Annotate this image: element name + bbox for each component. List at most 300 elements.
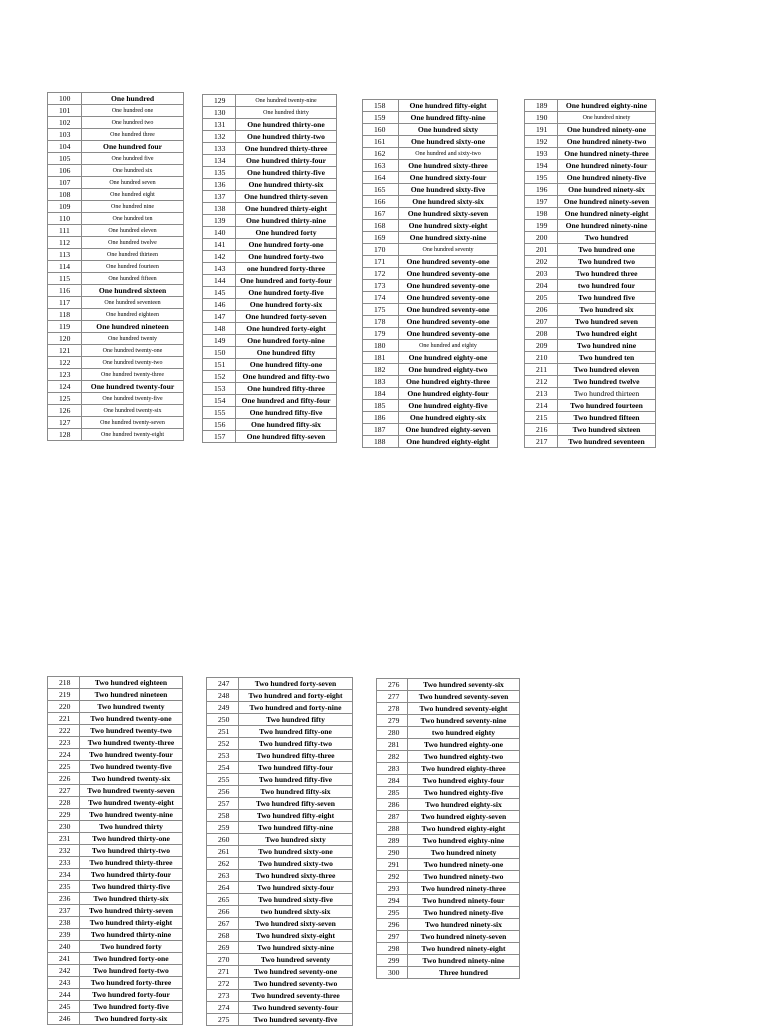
- table-row: [48, 941, 183, 953]
- table-row: [203, 419, 337, 431]
- word-cell: One hundred sixty-nine: [399, 232, 498, 244]
- table-row: [48, 393, 184, 405]
- number-cell: 207: [525, 316, 558, 328]
- word-cell: Two hundred forty-seven: [239, 678, 353, 690]
- table-row: [363, 388, 498, 400]
- number-cell: 274: [207, 1002, 239, 1014]
- table-row: [525, 340, 656, 352]
- number-cell: 167: [363, 208, 399, 220]
- table-row: [377, 931, 520, 943]
- table-row: [203, 263, 337, 275]
- table-row: [48, 977, 183, 989]
- number-cell: 295: [377, 907, 408, 919]
- number-cell: 115: [48, 273, 82, 285]
- table-row: [48, 417, 184, 429]
- word-cell: Two hundred sixteen: [558, 424, 656, 436]
- word-cell: Two hundred sixty-nine: [239, 942, 353, 954]
- table-row: [363, 268, 498, 280]
- table-row: [48, 153, 184, 165]
- word-cell: One hundred thirty: [236, 107, 337, 119]
- table-row: [525, 172, 656, 184]
- number-cell: 109: [48, 201, 82, 213]
- word-cell: One hundred sixty-four: [399, 172, 498, 184]
- table-row: [48, 321, 184, 333]
- number-cell: 110: [48, 213, 82, 225]
- word-cell: Two hundred eighty-three: [408, 763, 520, 775]
- table-row: [48, 737, 183, 749]
- table-row: [207, 702, 353, 714]
- number-cell: 103: [48, 129, 82, 141]
- number-cell: 211: [525, 364, 558, 376]
- word-cell: Two hundred forty-five: [80, 1001, 183, 1013]
- number-table-247-275: [206, 677, 353, 1026]
- number-cell: 282: [377, 751, 408, 763]
- word-cell: One hundred fifty-seven: [236, 431, 337, 443]
- number-cell: 229: [48, 809, 80, 821]
- word-cell: Two hundred eighty-nine: [408, 835, 520, 847]
- table-row: [363, 196, 498, 208]
- table-row: [377, 679, 520, 691]
- number-cell: 113: [48, 249, 82, 261]
- number-cell: 125: [48, 393, 82, 405]
- number-cell: 269: [207, 942, 239, 954]
- number-cell: 188: [363, 436, 399, 448]
- number-cell: 254: [207, 762, 239, 774]
- number-cell: 120: [48, 333, 82, 345]
- word-cell: Two hundred twenty-six: [80, 773, 183, 785]
- word-cell: Two hundred eighteen: [80, 677, 183, 689]
- number-cell: 145: [203, 287, 236, 299]
- word-cell: Two hundred thirty-six: [80, 893, 183, 905]
- table-row: [377, 751, 520, 763]
- word-cell: One hundred eighty-eight: [399, 436, 498, 448]
- table-row: [203, 239, 337, 251]
- table-row: [377, 739, 520, 751]
- word-cell: Two hundred sixty: [239, 834, 353, 846]
- table-row: [525, 244, 656, 256]
- number-cell: 141: [203, 239, 236, 251]
- number-cell: 105: [48, 153, 82, 165]
- word-cell: One hundred eighty-five: [399, 400, 498, 412]
- table-row: [203, 215, 337, 227]
- word-cell: Two hundred forty-six: [80, 1013, 183, 1025]
- word-cell: One hundred ten: [82, 213, 184, 225]
- number-cell: 246: [48, 1013, 80, 1025]
- word-cell: One hundred eleven: [82, 225, 184, 237]
- word-cell: One hundred seventy-one: [399, 268, 498, 280]
- word-cell: Two hundred fifty-seven: [239, 798, 353, 810]
- table-row: [48, 929, 183, 941]
- table-row: [207, 762, 353, 774]
- number-cell: 298: [377, 943, 408, 955]
- number-cell: 222: [48, 725, 80, 737]
- number-cell: 244: [48, 989, 80, 1001]
- table-row: [203, 371, 337, 383]
- table-row: [48, 261, 184, 273]
- number-cell: 164: [363, 172, 399, 184]
- number-cell: 286: [377, 799, 408, 811]
- table-row: [207, 870, 353, 882]
- word-cell: Two hundred forty-three: [80, 977, 183, 989]
- table-row: [363, 424, 498, 436]
- word-cell: Two hundred sixty-two: [239, 858, 353, 870]
- word-cell: Two hundred twenty-three: [80, 737, 183, 749]
- number-table-276-300: [376, 678, 520, 979]
- word-cell: Two hundred seventy: [239, 954, 353, 966]
- word-cell: One hundred three: [82, 129, 184, 141]
- word-cell: Two hundred thirty-four: [80, 869, 183, 881]
- table-row: [48, 713, 183, 725]
- number-cell: 235: [48, 881, 80, 893]
- table-row: [377, 727, 520, 739]
- number-cell: 135: [203, 167, 236, 179]
- number-cell: 173: [363, 280, 399, 292]
- word-cell: One hundred seventy-one: [399, 328, 498, 340]
- number-cell: 123: [48, 369, 82, 381]
- number-cell: 271: [207, 966, 239, 978]
- table-row: [525, 412, 656, 424]
- table-row: [48, 1013, 183, 1025]
- word-cell: One hundred forty-five: [236, 287, 337, 299]
- table-row: [207, 906, 353, 918]
- table-row: [48, 201, 184, 213]
- table-row: [48, 965, 183, 977]
- word-cell: Two hundred and forty-nine: [239, 702, 353, 714]
- table-row: [525, 148, 656, 160]
- word-cell: Two hundred eleven: [558, 364, 656, 376]
- table-row: [363, 112, 498, 124]
- table-row: [48, 213, 184, 225]
- number-cell: 204: [525, 280, 558, 292]
- word-cell: One hundred twenty-three: [82, 369, 184, 381]
- number-cell: 216: [525, 424, 558, 436]
- number-cell: 190: [525, 112, 558, 124]
- table-row: [525, 208, 656, 220]
- word-cell: Two hundred eighty-two: [408, 751, 520, 763]
- word-cell: Two hundred seventy-seven: [408, 691, 520, 703]
- word-cell: One hundred twenty: [82, 333, 184, 345]
- table-row: [207, 726, 353, 738]
- table-row: [363, 292, 498, 304]
- number-cell: 134: [203, 155, 236, 167]
- word-cell: One hundred twenty-five: [82, 393, 184, 405]
- number-cell: 169: [363, 232, 399, 244]
- table-row: [363, 400, 498, 412]
- word-cell: One hundred fifty: [236, 347, 337, 359]
- word-cell: Two hundred twenty-two: [80, 725, 183, 737]
- word-cell: One hundred seventy-one: [399, 292, 498, 304]
- word-cell: Two hundred eighty-four: [408, 775, 520, 787]
- table-row: [207, 738, 353, 750]
- table-row: [203, 155, 337, 167]
- table-row: [207, 846, 353, 858]
- table-row: [207, 786, 353, 798]
- number-cell: 143: [203, 263, 236, 275]
- number-cell: 243: [48, 977, 80, 989]
- word-cell: Two hundred sixty-seven: [239, 918, 353, 930]
- table-row: [207, 678, 353, 690]
- word-cell: Two hundred fifty-eight: [239, 810, 353, 822]
- number-cell: 163: [363, 160, 399, 172]
- number-cell: 210: [525, 352, 558, 364]
- number-cell: 224: [48, 749, 80, 761]
- table-row: [377, 943, 520, 955]
- word-cell: Two hundred eighty-one: [408, 739, 520, 751]
- number-cell: 185: [363, 400, 399, 412]
- word-cell: One hundred fifty-three: [236, 383, 337, 395]
- word-cell: Two hundred seventy-two: [239, 978, 353, 990]
- word-cell: Two hundred sixty-one: [239, 846, 353, 858]
- word-cell: One hundred eighty-nine: [558, 100, 656, 112]
- table-row: [525, 376, 656, 388]
- word-cell: One hundred seventeen: [82, 297, 184, 309]
- number-cell: 154: [203, 395, 236, 407]
- word-cell: One hundred sixty: [399, 124, 498, 136]
- table-row: [48, 893, 183, 905]
- table-row: [525, 160, 656, 172]
- number-cell: 266: [207, 906, 239, 918]
- table-row: [363, 148, 498, 160]
- number-cell: 240: [48, 941, 80, 953]
- table-row: [48, 689, 183, 701]
- table-row: [363, 328, 498, 340]
- number-cell: 179: [363, 328, 399, 340]
- table-row: [377, 907, 520, 919]
- table-row: [377, 703, 520, 715]
- table-row: [48, 381, 184, 393]
- word-cell: Two hundred twenty-four: [80, 749, 183, 761]
- word-cell: One hundred forty-one: [236, 239, 337, 251]
- table-row: [48, 285, 184, 297]
- word-cell: Two hundred thirty-nine: [80, 929, 183, 941]
- word-cell: One hundred twelve: [82, 237, 184, 249]
- number-cell: 200: [525, 232, 558, 244]
- word-cell: One hundred twenty-seven: [82, 417, 184, 429]
- word-cell: One hundred seventy-one: [399, 304, 498, 316]
- table-row: [48, 845, 183, 857]
- word-cell: Two hundred sixty-four: [239, 882, 353, 894]
- table-row: [48, 297, 184, 309]
- table-row: [48, 369, 184, 381]
- number-cell: 133: [203, 143, 236, 155]
- number-cell: 226: [48, 773, 80, 785]
- table-row: [207, 714, 353, 726]
- number-cell: 256: [207, 786, 239, 798]
- word-cell: One hundred eighty-one: [399, 352, 498, 364]
- number-cell: 265: [207, 894, 239, 906]
- table-row: [207, 894, 353, 906]
- table-row: [48, 129, 184, 141]
- number-cell: 209: [525, 340, 558, 352]
- word-cell: Two hundred ninety-eight: [408, 943, 520, 955]
- number-cell: 251: [207, 726, 239, 738]
- word-cell: Two hundred forty-four: [80, 989, 183, 1001]
- word-cell: One hundred ninety-five: [558, 172, 656, 184]
- word-cell: Two hundred ninety-nine: [408, 955, 520, 967]
- table-row: [363, 208, 498, 220]
- table-row: [207, 1002, 353, 1014]
- number-cell: 159: [363, 112, 399, 124]
- word-cell: Two hundred fifty-nine: [239, 822, 353, 834]
- word-cell: Two hundred eighty-eight: [408, 823, 520, 835]
- word-cell: Two hundred nine: [558, 340, 656, 352]
- number-cell: 166: [363, 196, 399, 208]
- number-cell: 118: [48, 309, 82, 321]
- table-row: [525, 112, 656, 124]
- table-row: [48, 93, 184, 105]
- number-cell: 130: [203, 107, 236, 119]
- word-cell: Two hundred thirty-five: [80, 881, 183, 893]
- table-row: [525, 316, 656, 328]
- number-cell: 174: [363, 292, 399, 304]
- table-row: [48, 177, 184, 189]
- number-cell: 299: [377, 955, 408, 967]
- word-cell: One hundred two: [82, 117, 184, 129]
- word-cell: Two hundred seventy-one: [239, 966, 353, 978]
- table-row: [48, 881, 183, 893]
- table-row: [363, 124, 498, 136]
- number-cell: 136: [203, 179, 236, 191]
- table-row: [525, 304, 656, 316]
- word-cell: Two hundred ninety-four: [408, 895, 520, 907]
- table-row: [363, 232, 498, 244]
- table-row: [363, 304, 498, 316]
- table-row: [203, 203, 337, 215]
- number-cell: 184: [363, 388, 399, 400]
- number-table-100-128: [47, 92, 184, 441]
- table-row: [525, 124, 656, 136]
- number-cell: 194: [525, 160, 558, 172]
- table-row: [48, 333, 184, 345]
- table-row: [48, 785, 183, 797]
- table-row: [377, 715, 520, 727]
- number-cell: 149: [203, 335, 236, 347]
- table-row: [48, 345, 184, 357]
- word-cell: Two hundred seventy-four: [239, 1002, 353, 1014]
- word-cell: Two hundred thirty-one: [80, 833, 183, 845]
- word-cell: Two hundred forty: [80, 941, 183, 953]
- number-cell: 142: [203, 251, 236, 263]
- word-cell: Two hundred seventy-nine: [408, 715, 520, 727]
- table-row: [203, 107, 337, 119]
- word-cell: One hundred forty-six: [236, 299, 337, 311]
- table-row: [207, 810, 353, 822]
- table-row: [377, 799, 520, 811]
- table-row: [48, 357, 184, 369]
- number-cell: 290: [377, 847, 408, 859]
- table-row: [48, 225, 184, 237]
- table-row: [207, 918, 353, 930]
- table-row: [525, 268, 656, 280]
- word-cell: One hundred sixty-one: [399, 136, 498, 148]
- number-cell: 300: [377, 967, 408, 979]
- word-cell: Two hundred eighty-five: [408, 787, 520, 799]
- word-cell: Two hundred eighty-six: [408, 799, 520, 811]
- number-cell: 296: [377, 919, 408, 931]
- number-cell: 233: [48, 857, 80, 869]
- number-cell: 260: [207, 834, 239, 846]
- number-cell: 217: [525, 436, 558, 448]
- word-cell: Two hundred ninety-two: [408, 871, 520, 883]
- number-cell: 189: [525, 100, 558, 112]
- word-cell: Two hundred sixty-five: [239, 894, 353, 906]
- word-cell: One hundred and forty-four: [236, 275, 337, 287]
- number-cell: 276: [377, 679, 408, 691]
- number-cell: 220: [48, 701, 80, 713]
- number-cell: 263: [207, 870, 239, 882]
- word-cell: One hundred fifty-one: [236, 359, 337, 371]
- word-cell: Two hundred ten: [558, 352, 656, 364]
- table-row: [525, 136, 656, 148]
- word-cell: Two hundred nineteen: [80, 689, 183, 701]
- word-cell: One hundred thirty-eight: [236, 203, 337, 215]
- number-cell: 262: [207, 858, 239, 870]
- word-cell: two hundred four: [558, 280, 656, 292]
- word-cell: Two hundred fifty-five: [239, 774, 353, 786]
- table-row: [48, 773, 183, 785]
- word-cell: One hundred and fifty-four: [236, 395, 337, 407]
- number-cell: 277: [377, 691, 408, 703]
- number-cell: 140: [203, 227, 236, 239]
- number-cell: 150: [203, 347, 236, 359]
- table-row: [203, 191, 337, 203]
- number-cell: 168: [363, 220, 399, 232]
- word-cell: One hundred thirty-three: [236, 143, 337, 155]
- number-cell: 237: [48, 905, 80, 917]
- word-cell: Two hundred fifty-three: [239, 750, 353, 762]
- table-row: [203, 179, 337, 191]
- number-cell: 231: [48, 833, 80, 845]
- word-cell: Two hundred six: [558, 304, 656, 316]
- number-cell: 129: [203, 95, 236, 107]
- word-cell: Two hundred forty-one: [80, 953, 183, 965]
- word-cell: two hundred eighty: [408, 727, 520, 739]
- number-cell: 102: [48, 117, 82, 129]
- number-cell: 234: [48, 869, 80, 881]
- number-table-129-157: [202, 94, 337, 443]
- table-row: [207, 942, 353, 954]
- table-row: [525, 328, 656, 340]
- number-cell: 152: [203, 371, 236, 383]
- table-row: [525, 292, 656, 304]
- word-cell: Two hundred twenty-five: [80, 761, 183, 773]
- word-cell: Two hundred fifty-six: [239, 786, 353, 798]
- word-cell: Two hundred twenty-seven: [80, 785, 183, 797]
- table-row: [203, 275, 337, 287]
- table-row: [377, 823, 520, 835]
- table-row: [525, 232, 656, 244]
- word-cell: Two hundred seven: [558, 316, 656, 328]
- number-cell: 182: [363, 364, 399, 376]
- word-cell: One hundred twenty-eight: [82, 429, 184, 441]
- number-cell: 147: [203, 311, 236, 323]
- number-cell: 132: [203, 131, 236, 143]
- table-row: [48, 869, 183, 881]
- number-cell: 108: [48, 189, 82, 201]
- table-row: [207, 930, 353, 942]
- number-cell: 158: [363, 100, 399, 112]
- word-cell: One hundred nine: [82, 201, 184, 213]
- table-row: [207, 990, 353, 1002]
- word-cell: One hundred eighteen: [82, 309, 184, 321]
- word-cell: One hundred eighty-four: [399, 388, 498, 400]
- number-cell: 205: [525, 292, 558, 304]
- number-cell: 126: [48, 405, 82, 417]
- table-row: [207, 798, 353, 810]
- word-cell: One hundred fifty-nine: [399, 112, 498, 124]
- number-cell: 146: [203, 299, 236, 311]
- table-row: [377, 763, 520, 775]
